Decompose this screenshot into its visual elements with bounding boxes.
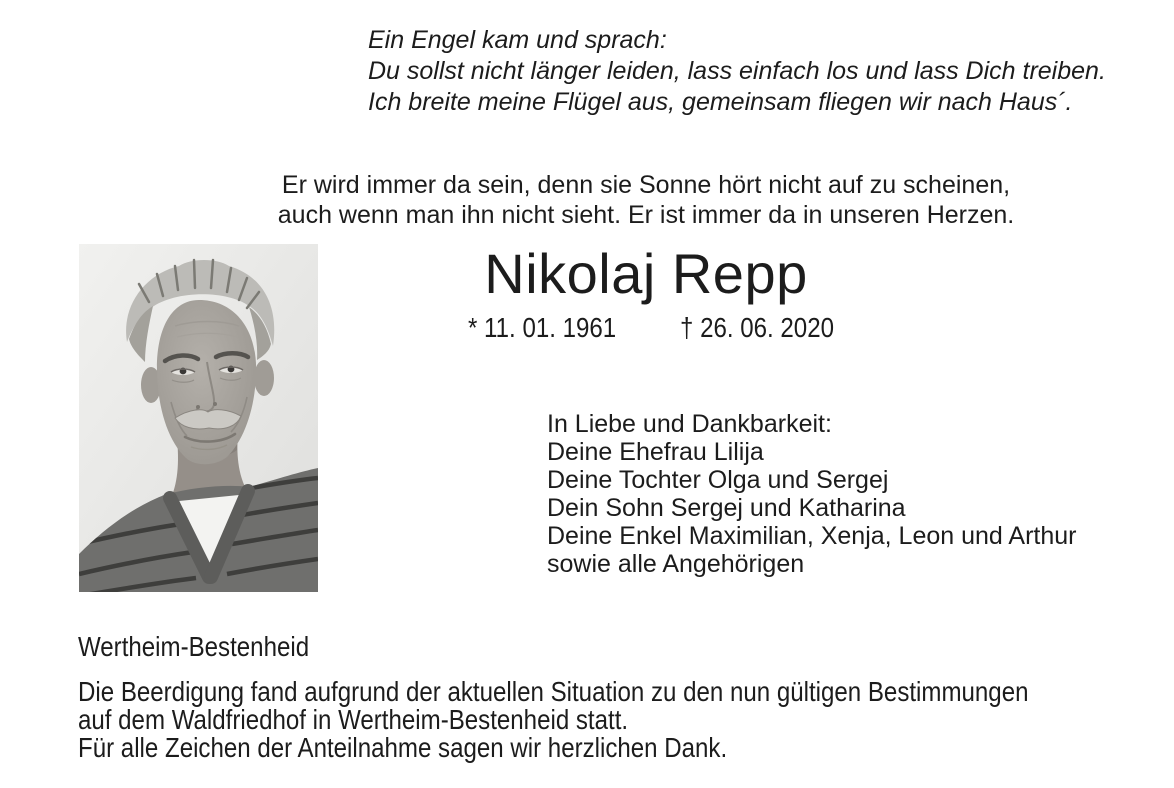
family-line: Deine Ehefrau Lilija [547, 438, 764, 466]
closing-line: Für alle Zeichen der Anteilnahme sagen wir herzlichen Dank. [78, 732, 728, 763]
family-line: Deine Enkel Maximilian, Xenja, Leon und Arthur [547, 522, 1077, 550]
family-line: Dein Sohn Sergej und Katharina [547, 494, 906, 522]
deceased-name: Nikolaj Repp [484, 242, 808, 305]
family-line: sowie alle Angehörigen [547, 550, 805, 578]
opening-poem [368, 25, 1106, 118]
closing-line: auf dem Waldfriedhof in Wertheim-Bestenheid statt. [78, 704, 629, 735]
family-block [547, 410, 1076, 578]
family-line: Deine Tochter Olga und Sergej [547, 466, 889, 494]
verse-line: Er wird immer da sein, denn sie Sonne hört nicht auf zu scheinen, [281, 171, 1011, 199]
verse-line: auch wenn man ihn nicht sieht. Er ist immer da in unseren Herzen. [277, 201, 1015, 229]
place-line: Wertheim-Bestenheid [78, 631, 310, 662]
poem-line: Ein Engel kam und sprach: [368, 26, 667, 54]
death-date: † 26. 06. 2020 [680, 312, 834, 343]
poem-line: Ich breite meine Flügel aus, gemeinsam fliegen wir nach Haus´. [368, 88, 1073, 116]
portrait-photo [79, 244, 318, 592]
closing-paragraph [78, 678, 1028, 762]
portrait-photo-image [79, 244, 318, 592]
family-line: In Liebe und Dankbarkeit: [547, 410, 832, 438]
birth-date: * 11. 01. 1961 [468, 312, 617, 343]
poem-line: Du sollst nicht länger leiden, lass einfach los und lass Dich treiben. [368, 57, 1106, 85]
closing-line: Die Beerdigung fand aufgrund der aktuellen Situation zu den nun gültigen Bestimmungen [78, 676, 1029, 707]
memorial-verse [250, 170, 1042, 230]
